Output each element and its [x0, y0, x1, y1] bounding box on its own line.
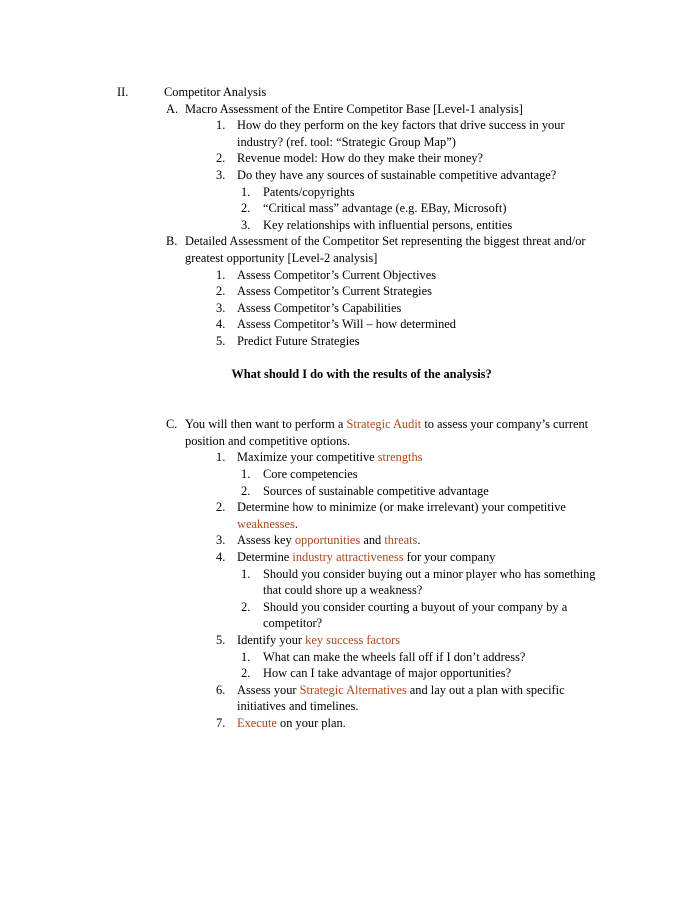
- outline-item-B1: [0, 267, 696, 284]
- text-fragment: for your company: [403, 550, 496, 565]
- outline-text: [237, 682, 613, 715]
- list-marker: 4.: [216, 317, 226, 332]
- outline-item-C7: [0, 715, 696, 732]
- text-fragment: Assess key: [237, 533, 295, 548]
- outline-text: Key relationships with influential persons, entities: [263, 217, 513, 232]
- highlighted-term: industry attractiveness: [292, 550, 404, 565]
- vertical-spacer: [0, 350, 696, 367]
- text-fragment: You will then want to perform a: [185, 417, 347, 432]
- outline-item-A1: [0, 117, 696, 150]
- outline-text: Should you consider courting a buyout of your company by a competitor?: [263, 599, 568, 631]
- text-fragment: Identify your: [237, 633, 306, 647]
- list-marker: 1.: [216, 118, 226, 133]
- outline-text: Revenue model: How do they make their money?: [237, 151, 484, 166]
- text-fragment: on your plan.: [276, 715, 346, 730]
- outline-item-C2: [0, 499, 696, 532]
- text-fragment: Determine: [237, 550, 293, 565]
- text-fragment: Determine how to minimize (or make irrelevant) your competitive: [237, 500, 566, 515]
- outline-item-C4: [0, 549, 696, 566]
- outline-item-B2: [0, 283, 696, 300]
- outline-item-A3-3: [0, 217, 696, 234]
- list-marker: 3.: [216, 533, 226, 548]
- outline-item-C1-1: [0, 466, 696, 483]
- list-marker: 2.: [216, 284, 226, 299]
- list-marker: 5.: [216, 633, 226, 647]
- outline-text: Patents/copyrights: [263, 184, 355, 199]
- list-marker: C.: [166, 417, 178, 432]
- outline-text: [185, 416, 610, 449]
- list-marker: II.: [117, 85, 129, 99]
- list-marker: 4.: [216, 550, 226, 565]
- text-fragment: and: [360, 533, 385, 548]
- outline-item-C5-1: [0, 649, 696, 666]
- highlighted-term-2: threats: [384, 533, 418, 548]
- outline-item-C1-2: [0, 483, 696, 500]
- outline-text: Predict Future Strategies: [237, 333, 360, 348]
- highlighted-term: weaknesses: [237, 516, 295, 531]
- list-marker: B.: [166, 234, 178, 249]
- list-marker: 5.: [216, 333, 226, 348]
- list-marker: 2.: [241, 483, 251, 498]
- outline-text: [237, 715, 613, 732]
- outline-text: “Critical mass” advantage (e.g. EBay, Microsoft): [263, 201, 507, 216]
- outline-text: Assess Competitor’s Current Strategies: [237, 284, 432, 299]
- outline-item-C5: [0, 632, 696, 649]
- list-marker: 1.: [216, 450, 226, 465]
- list-marker: 2.: [216, 151, 226, 166]
- list-marker: 1.: [216, 267, 226, 282]
- outline-item-C: [0, 416, 696, 449]
- outline-item-B: [0, 233, 696, 266]
- outline-item-C3: [0, 532, 696, 549]
- outline-item-C4-1: [0, 566, 696, 599]
- outline-text: Should you consider buying out a minor player who has something that could shore up a weakness?: [263, 566, 596, 598]
- outline-text: [237, 632, 613, 649]
- outline-item-B4: [0, 316, 696, 333]
- vertical-spacer: [0, 399, 696, 416]
- list-marker: 2.: [216, 500, 226, 515]
- list-marker: 1.: [241, 467, 251, 482]
- list-marker: 1.: [241, 184, 251, 199]
- list-marker: 2.: [241, 201, 251, 216]
- highlighted-term: Strategic Alternatives: [299, 682, 407, 697]
- outline-text: Do they have any sources of sustainable competitive advantage?: [237, 167, 557, 182]
- text-fragment: .: [294, 516, 298, 531]
- outline-item-C1: [0, 449, 696, 466]
- list-marker: 2.: [241, 666, 251, 681]
- outline-item-C6: [0, 682, 696, 715]
- outline-text: Assess Competitor’s Capabilities: [237, 300, 402, 315]
- outline-text: Competitor Analysis: [164, 85, 267, 99]
- text-fragment: Maximize your competitive: [237, 450, 378, 465]
- text-fragment: to assess your company’s current position and competitive options.: [185, 417, 589, 448]
- outline-text: Assess Competitor’s Current Objectives: [237, 267, 437, 282]
- list-marker: A.: [166, 101, 179, 116]
- highlighted-term: opportunities: [294, 533, 361, 548]
- section-heading: What should I do with the results of the analysis?: [231, 367, 492, 382]
- vertical-spacer: [0, 383, 696, 400]
- outline-text: Detailed Assessment of the Competitor Set representing the biggest threat and/or greatest opportunity [Level-2 analysis]: [185, 234, 586, 265]
- outline-text: Core competencies: [263, 467, 358, 482]
- outline-item-A2: [0, 150, 696, 167]
- outline-text: Assess Competitor’s Will – how determined: [237, 317, 456, 332]
- outline-item-C5-2: [0, 665, 696, 682]
- outline-text: Sources of sustainable competitive advantage: [263, 483, 489, 498]
- outline-item-A3: [0, 167, 696, 184]
- list-marker: 3.: [241, 217, 251, 232]
- list-marker: 3.: [216, 167, 226, 182]
- outline-text: [237, 549, 613, 566]
- outline-text: How do they perform on the key factors that drive success in your industry? (ref. tool: “Strategic Group Map”): [237, 118, 565, 149]
- outline-text: What can make the wheels fall off if I don’t address?: [263, 649, 526, 664]
- highlighted-term: Execute: [237, 715, 277, 730]
- outline-text: Macro Assessment of the Entire Competitor Base [Level-1 analysis]: [185, 101, 523, 116]
- list-marker: 7.: [216, 715, 226, 730]
- outline-item-II: [0, 84, 696, 101]
- list-marker: 3.: [216, 300, 226, 315]
- outline-item-B5: [0, 333, 696, 350]
- outline-item-C4-2: [0, 599, 696, 632]
- highlighted-term: key success factors: [305, 633, 401, 647]
- list-marker: 1.: [241, 649, 251, 664]
- text-fragment: Assess your: [237, 682, 300, 697]
- outline-item-A: [0, 101, 696, 118]
- outline-text: [237, 532, 613, 549]
- outline-item-A3-2: [0, 200, 696, 217]
- list-marker: 2.: [241, 599, 251, 614]
- highlighted-term: strengths: [377, 450, 423, 465]
- outline-item-B3: [0, 300, 696, 317]
- outline-text: [237, 499, 613, 532]
- outline-text: How can I take advantage of major opportunities?: [263, 666, 512, 681]
- list-marker: 6.: [216, 682, 226, 697]
- outline-text: [237, 449, 613, 466]
- outline-item-A3-1: [0, 184, 696, 201]
- text-fragment: and lay out a plan with specific initiatives and timelines.: [237, 682, 565, 714]
- highlighted-term: Strategic Audit: [346, 417, 422, 432]
- list-marker: 1.: [241, 566, 251, 581]
- text-fragment: .: [417, 533, 421, 548]
